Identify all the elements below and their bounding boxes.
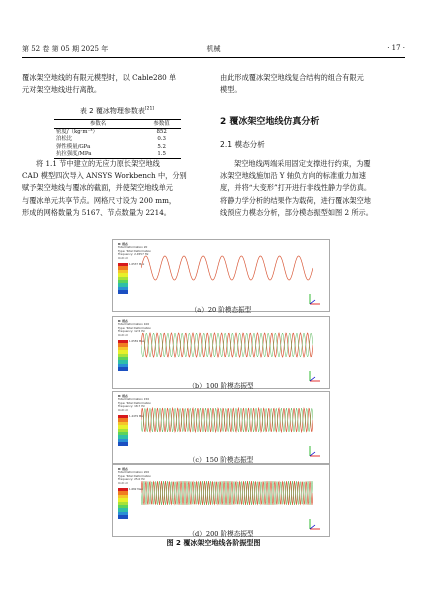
plot-meta-line: Unit: m: [118, 255, 129, 260]
text-line: 元对架空地线进行离散。: [22, 85, 102, 95]
text-line: 模型。: [220, 85, 242, 95]
text-line: 将静力学分析的结果作为载荷，进行覆冰架空地: [220, 195, 371, 205]
text-line: 覆冰架空地线的有限元模型时，以 Cable280 单: [22, 73, 177, 82]
table-cell: 852: [156, 129, 167, 136]
table-header-cell: 参数值: [142, 120, 181, 129]
header-page-number: · 17 ·: [387, 44, 405, 52]
plot-tag: B: 模态: [118, 319, 128, 323]
text-line: CAD 模型四次导入 ANSYS Workbench 中，分别: [22, 171, 187, 181]
table-row: [54, 129, 181, 137]
header-journal: 机械: [206, 45, 221, 53]
mode-shape-wave: [141, 250, 313, 286]
subfigure-caption: （b）100 阶模态振型: [188, 382, 254, 390]
left-col-top: [22, 72, 212, 96]
legend-swatch: [118, 367, 128, 370]
table-caption: [22, 106, 212, 116]
plot-tag: B: 模态: [118, 242, 128, 246]
text-line: 冰架空地线施加沿 Y 轴负方向的标准重力加速: [220, 171, 366, 181]
subfigure-caption: （d）200 阶模态振型: [188, 530, 254, 538]
legend-swatch: [118, 290, 128, 293]
plot-meta-line: Type: Total Deformation: [118, 473, 152, 478]
color-legend: [118, 263, 128, 294]
plot-tag: B: 模态: [118, 394, 128, 398]
color-legend: [118, 488, 128, 519]
header-rule: [22, 57, 405, 58]
plot-meta-line: Type: Total Deformation: [118, 400, 152, 405]
table-caption-ref: [21]: [144, 106, 155, 112]
text-line: 线预应力模态分析，部分模态振型如图 2 所示。: [220, 207, 373, 217]
legend-max-value: 1.0559 Max: [129, 340, 145, 343]
text-line: 架空地线两端采用固定支撑进行约束，为覆: [234, 159, 371, 168]
section-2-heading: 2 覆冰架空地线仿真分析: [220, 117, 320, 127]
right-col-body: [220, 158, 405, 219]
legend-swatch: [118, 515, 128, 518]
legend-max-value: 1.4479 Max: [129, 415, 145, 418]
plot-meta-line: Frequency: 2.4557 Hz: [118, 252, 149, 257]
mode-shape-plot: [112, 316, 330, 389]
plot-meta-line: Unit: m: [118, 332, 129, 337]
table-cell: 0.3: [157, 136, 166, 143]
subfigure-caption: （a）20 阶模态振型: [190, 306, 252, 314]
text-line: 将 1.1 节中建立的无应力原长架空地线: [36, 159, 160, 168]
mode-shape-wave: [141, 475, 313, 511]
plot-meta-line: Unit: m: [118, 480, 129, 485]
table-cell: 密度/（kg·m⁻³）: [56, 129, 98, 136]
table-cell: 5.2: [157, 143, 166, 150]
table-cell: 1.5: [142, 151, 181, 159]
color-legend: [118, 415, 128, 446]
text-line: 度，并将“大变形”打开进行非线性静力学仿真。: [220, 183, 372, 193]
header-volume: 第 52 卷 第 05 期 2025 年: [22, 45, 109, 53]
plot-meta-line: Frequency: 12.5 Hz: [118, 329, 145, 334]
plot-meta-line: Total Deformation 150: [118, 397, 150, 402]
text-line: 由此形成覆冰架空地线复合结构的组合有限元: [220, 73, 364, 82]
running-header: [22, 44, 405, 56]
ice-parameter-table: [54, 119, 181, 159]
mode-shape-wave: [141, 327, 313, 363]
right-col-top: [220, 72, 405, 96]
legend-max-value: 1.682 Max: [129, 488, 143, 491]
text-line: 形成的网格数量为 5167、节点数量为 2214。: [22, 207, 171, 217]
plot-meta-line: Total Deformation 20: [118, 245, 148, 250]
table-header-row: [54, 120, 181, 129]
plot-meta-line: Total Deformation 200: [118, 470, 150, 475]
plot-meta-line: Frequency: 18.7 Hz: [118, 404, 145, 409]
mode-shape-plot: [112, 464, 330, 537]
mode-shape-plot: [112, 239, 330, 312]
legend-swatch: [118, 442, 128, 445]
plot-meta-line: Frequency: 25.0 Hz: [118, 477, 145, 482]
color-legend: [118, 340, 128, 371]
table-header-cell: 参数名: [54, 120, 142, 129]
table-cell: 弹性模量/GPa: [56, 143, 91, 150]
plot-tag: B: 模态: [118, 467, 128, 471]
table-cell: 抗拉强度/MPa: [54, 151, 142, 159]
plot-meta-line: Total Deformation 100: [118, 322, 150, 327]
text-line: 赋予架空地线与覆冰的截面，并使架空地线单元: [22, 183, 173, 193]
table-row: [54, 144, 181, 151]
table-cell: 泊松比: [56, 136, 73, 143]
table-row: [54, 136, 181, 143]
text-line: 与覆冰单元共享节点。网格尺寸设为 200 mm，: [22, 195, 177, 205]
legend-max-value: 1.0537 Max: [129, 263, 145, 266]
plot-meta-line: Unit: m: [118, 407, 129, 412]
plot-meta-line: Type: Total Deformation: [118, 248, 152, 253]
figure-caption: 图 2 覆冰架空地线各阶振型图: [166, 539, 261, 547]
subfigure-caption: （c）150 阶模态振型: [188, 456, 254, 464]
section-2-1-heading: 2.1 模态分析: [220, 140, 265, 149]
mode-shape-wave: [141, 402, 313, 438]
table-caption-text: 表 2 覆冰物理参数表: [79, 107, 145, 115]
left-col-body: [22, 158, 212, 219]
wave-line: [141, 256, 313, 280]
plot-meta-line: Type: Total Deformation: [118, 325, 152, 330]
